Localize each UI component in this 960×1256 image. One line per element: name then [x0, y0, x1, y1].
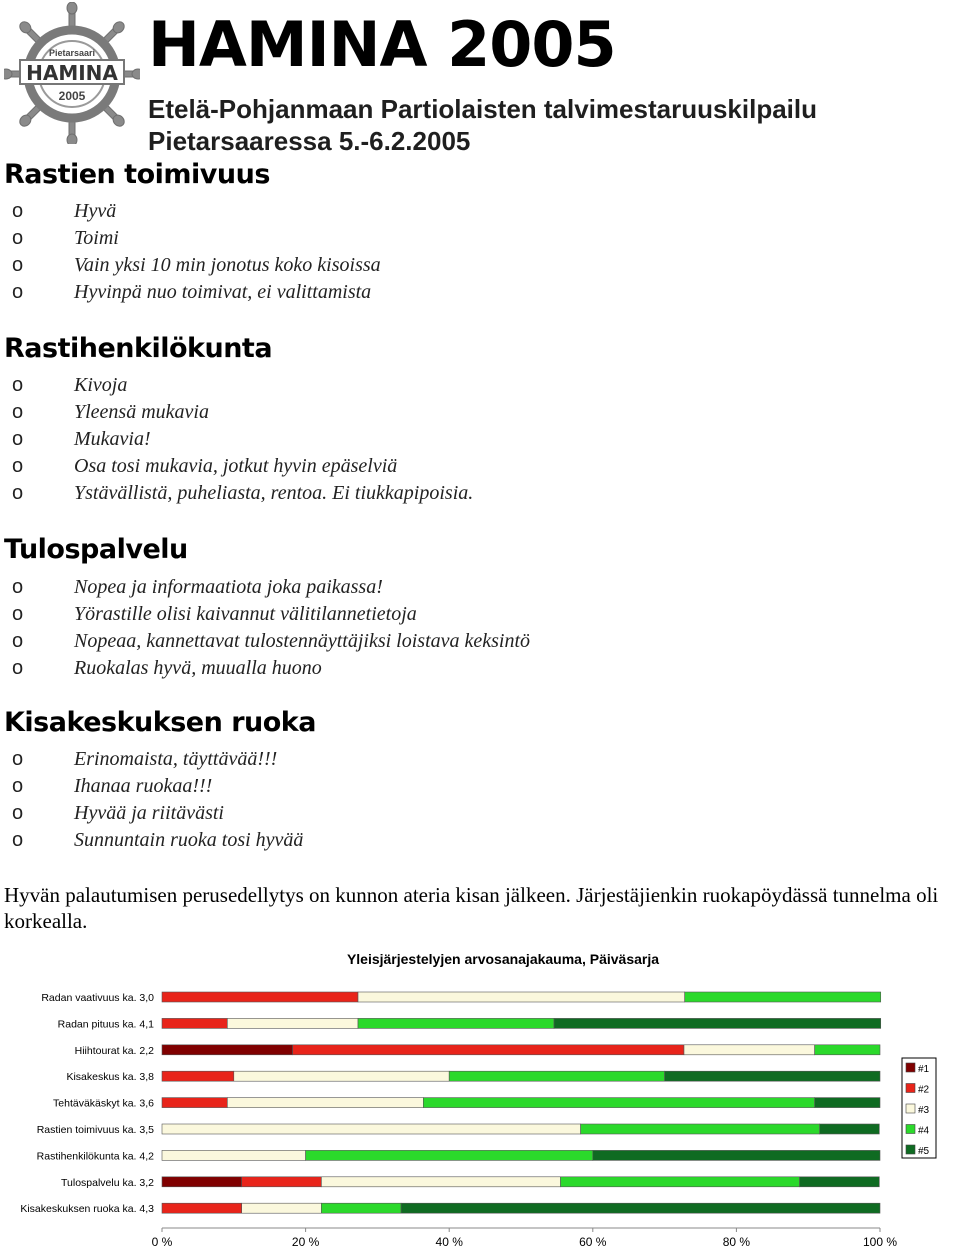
legend-swatch [906, 1125, 915, 1134]
x-tick-label: 20 % [291, 1235, 320, 1249]
bullet-icon: o [12, 428, 24, 450]
list-item: o Toimi [4, 225, 381, 252]
list-tulospalvelu [4, 574, 530, 682]
bullet-icon: o [12, 455, 24, 477]
legend-label: #4 [918, 1125, 930, 1137]
subtitle-line-1: Etelä-Pohjanmaan Partiolaisten talvimestaruuskilpailu [148, 94, 817, 124]
bar-segment [234, 1071, 449, 1081]
bar-segment [685, 992, 881, 1002]
page-title: HAMINA 2005 [148, 8, 616, 81]
x-tick-label: 0 % [151, 1235, 173, 1249]
bullet-icon: o [12, 281, 24, 303]
bar-segment [665, 1071, 880, 1081]
legend-swatch [906, 1084, 915, 1093]
list-item: o Nopeaa, kannettavat tulostennäyttäjiksi loistava keksintö [4, 628, 530, 655]
section-heading-rastien-toimivuus: Rastien toimivuus [4, 159, 270, 190]
chart-title: Yleisjärjestelyjen arvosanajakauma, Päiväsarja [346, 951, 660, 967]
bar-segment [162, 1018, 227, 1028]
bullet-icon: o [12, 802, 24, 824]
list-rastien-toimivuus [4, 198, 381, 306]
legend-label: #3 [918, 1105, 930, 1116]
bar-segment [358, 992, 685, 1002]
x-tick-label: 100 % [862, 1235, 898, 1249]
page-subtitle [148, 93, 817, 157]
summary-paragraph: Hyvän palautumisen perusedellytys on kunnon ateria kisan jälkeen. Järjestäjienkin ruokapöydässä tunnelma oli korkealla. [4, 883, 939, 933]
logo-top-text: Pietarsaari [48, 48, 96, 58]
bar-segment [358, 1018, 554, 1028]
bullet-icon: o [12, 603, 24, 625]
bar-segment [162, 1150, 306, 1160]
x-tick-label: 40 % [435, 1235, 463, 1249]
legend-swatch [906, 1145, 915, 1154]
x-tick-label: 80 % [722, 1235, 751, 1249]
list-item: o Mukavia! [4, 426, 473, 453]
list-item: o Ruokalas hyvä, muualla huono [4, 655, 530, 682]
logo-main-text: HAMINA [26, 61, 118, 85]
bullet-icon: o [12, 657, 24, 679]
bar-segment [423, 1098, 814, 1108]
category-label: Kisakeskus ka. 3,8 [66, 1071, 154, 1084]
bar-segment [306, 1150, 593, 1160]
list-item: o Hyvinpä nuo toimivat, ei valittamista [4, 279, 381, 306]
list-item: o Hyvä [4, 198, 381, 225]
bullet-icon: o [12, 254, 24, 276]
bar-segment [321, 1203, 401, 1213]
bullet-icon: o [12, 227, 24, 249]
bar-segment [227, 1018, 358, 1028]
list-item: o Osa tosi mukavia, jotkut hyvin epäselviä [4, 453, 473, 480]
category-label: Radan vaativuus ka. 3,0 [41, 992, 154, 1004]
bar-segment [293, 1045, 684, 1055]
x-tick-label: 60 % [579, 1235, 607, 1249]
bullet-icon: o [12, 482, 24, 504]
list-rastihenkilokunta [4, 372, 473, 507]
category-label: Radan pituus ka. 4,1 [57, 1018, 154, 1031]
bar-segment [684, 1045, 815, 1055]
bullet-icon: o [12, 829, 24, 851]
bar-segment [242, 1177, 322, 1187]
legend-label: #1 [918, 1064, 930, 1075]
bullet-icon: o [12, 401, 24, 423]
bar-segment [162, 1045, 293, 1055]
bullet-icon: o [12, 748, 24, 770]
bar-segment [227, 1098, 423, 1108]
bullet-icon: o [12, 775, 24, 797]
legend-label: #5 [918, 1146, 930, 1157]
subtitle-line-2: Pietarsaaressa 5.-6.2.2005 [148, 126, 471, 156]
bar-segment [242, 1203, 322, 1213]
list-item: o Kivoja [4, 372, 473, 399]
list-item: o Erinomaista, täyttävää!!! [4, 746, 303, 773]
bar-segment [449, 1071, 664, 1081]
hamina-logo [4, 2, 140, 144]
category-label: Rastihenkilökunta ka. 4,2 [36, 1150, 154, 1163]
list-item: o Ihanaa ruokaa!!! [4, 773, 303, 800]
list-item: o Ystävällistä, puheliasta, rentoa. Ei tiukkapipoisia. [4, 480, 473, 507]
bar-segment [800, 1177, 880, 1187]
category-label: Tehtäväkäskyt ka. 3,6 [53, 1097, 154, 1110]
legend-swatch [906, 1104, 915, 1113]
bar-segment [815, 1098, 880, 1108]
logo-year-text: 2005 [58, 89, 86, 103]
list-item: o Hyvää ja riitävästi [4, 800, 303, 827]
grade-distribution-chart [0, 940, 960, 1256]
bar-segment [581, 1124, 820, 1134]
bar-segment [162, 1098, 227, 1108]
section-heading-kisakeskuksen-ruoka: Kisakeskuksen ruoka [4, 707, 316, 738]
bullet-icon: o [12, 630, 24, 652]
legend-label: #2 [918, 1084, 930, 1096]
bullet-icon: o [12, 576, 24, 598]
bullet-icon: o [12, 200, 24, 222]
bar-segment [162, 1203, 242, 1213]
list-item: o Vain yksi 10 min jonotus koko kisoissa [4, 252, 381, 279]
category-label: Kisakeskuksen ruoka ka. 4,3 [20, 1203, 154, 1216]
bar-segment [162, 1177, 242, 1187]
bar-segment [560, 1177, 799, 1187]
list-kisakeskuksen-ruoka [4, 746, 303, 854]
bar-segment [162, 1124, 581, 1134]
bar-segment [401, 1203, 880, 1213]
list-item: o Nopea ja informaatiota joka paikassa! [4, 574, 530, 601]
bar-segment [815, 1045, 880, 1055]
bar-segment [162, 992, 358, 1002]
bar-segment [593, 1150, 880, 1160]
list-item: o Sunnuntain ruoka tosi hyvää [4, 827, 303, 854]
bullet-icon: o [12, 374, 24, 396]
bar-segment [820, 1124, 880, 1134]
section-heading-rastihenkilokunta: Rastihenkilökunta [4, 333, 273, 364]
bar-segment [162, 1071, 234, 1081]
section-heading-tulospalvelu: Tulospalvelu [4, 534, 188, 565]
category-label: Hiihtourat ka. 2,2 [74, 1044, 154, 1057]
category-label: Rastien toimivuus ka. 3,5 [36, 1124, 154, 1136]
legend-swatch [906, 1063, 915, 1072]
bar-segment [321, 1177, 560, 1187]
category-label: Tulospalvelu ka. 3,2 [61, 1176, 154, 1189]
bar-segment [554, 1018, 881, 1028]
list-item: o Yleensä mukavia [4, 399, 473, 426]
list-item: o Yörastille olisi kaivannut välitilannetietoja [4, 601, 530, 628]
